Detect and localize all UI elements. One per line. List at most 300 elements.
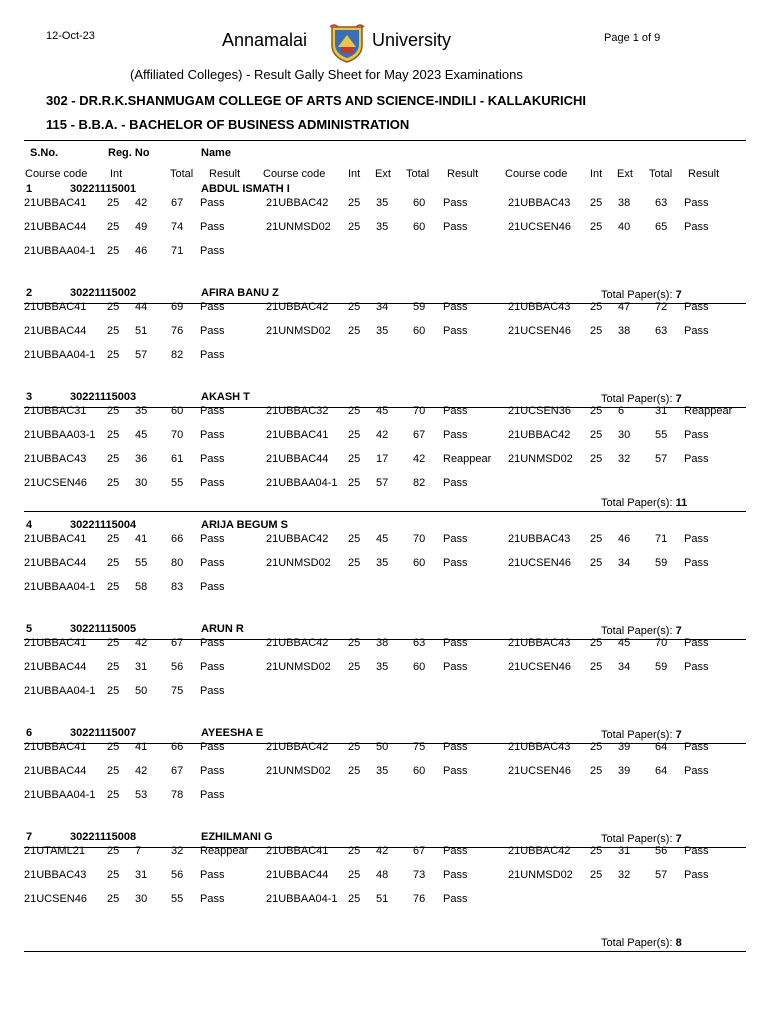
total-mark: 64: [655, 741, 668, 753]
result: Pass: [684, 765, 709, 777]
int-mark: 25: [107, 429, 120, 441]
course-code: 21UBBAA04-1: [24, 685, 96, 697]
university-name-right: University: [372, 30, 452, 50]
course-code: 21UBBAC41: [266, 845, 329, 857]
total-mark: 63: [413, 637, 426, 649]
course-code: 21UNMSD02: [266, 557, 331, 569]
result: Pass: [200, 429, 225, 441]
course-code: 21UBBAC41: [24, 197, 87, 209]
course-code: 21UBBAC31: [24, 405, 87, 417]
total-papers-label: Total Paper(s):: [601, 393, 673, 405]
int-mark: 25: [348, 301, 361, 313]
int-mark: 25: [107, 637, 120, 649]
course-code: 21UCSEN36: [508, 405, 571, 417]
course-row: [0, 429, 768, 443]
ext-mark: 38: [618, 197, 631, 209]
student-sno: 6: [26, 727, 33, 739]
result: Pass: [443, 765, 468, 777]
col-sno-header: S.No.: [30, 147, 59, 159]
col-result-header: Result: [209, 168, 241, 180]
int-mark: 25: [107, 741, 120, 753]
course-row: [0, 869, 768, 883]
total-mark: 78: [171, 789, 184, 801]
total-mark: 66: [171, 533, 184, 545]
course-code: 21UBBAC43: [24, 453, 87, 465]
result: Pass: [684, 221, 709, 233]
total-mark: 65: [655, 221, 668, 233]
ext-mark: 39: [618, 741, 631, 753]
course-row: [0, 197, 768, 211]
course-code: 21UNMSD02: [266, 221, 331, 233]
ext-mark: 41: [135, 741, 148, 753]
student-separator-rule: [24, 511, 746, 512]
result: Pass: [443, 197, 468, 209]
total-mark: 67: [171, 765, 184, 777]
int-mark: 25: [107, 477, 120, 489]
ext-mark: 34: [618, 557, 631, 569]
course-code: 21UBBAC44: [24, 325, 87, 337]
col-regno-header: Reg. No: [108, 147, 150, 159]
result: Reappear: [443, 453, 492, 465]
total-mark: 71: [171, 245, 184, 257]
course-code: 21UBBAC44: [24, 661, 87, 673]
result: Pass: [443, 405, 468, 417]
ext-mark: 55: [135, 557, 148, 569]
course-code: 21UBBAA03-1: [24, 429, 96, 441]
ext-mark: 53: [135, 789, 148, 801]
result: Pass: [200, 765, 225, 777]
course-row: [0, 685, 768, 699]
int-mark: 25: [348, 533, 361, 545]
result: Pass: [200, 221, 225, 233]
result: Pass: [200, 301, 225, 313]
course-code: 21UBBAC43: [508, 533, 571, 545]
course-code: 21UBBAC42: [266, 301, 329, 313]
int-mark: 25: [590, 429, 603, 441]
int-mark: 25: [107, 557, 120, 569]
total-mark: 76: [171, 325, 184, 337]
ext-mark: 38: [618, 325, 631, 337]
course-code: 21UCSEN46: [508, 765, 571, 777]
course-row: [0, 453, 768, 467]
total-mark: 74: [171, 221, 184, 233]
total-papers-value: 7: [675, 393, 682, 405]
col-ext-header-3: Ext: [617, 168, 633, 180]
total-papers-label: Total Paper(s):: [601, 289, 673, 301]
result: Pass: [443, 893, 468, 905]
result: Pass: [200, 453, 225, 465]
ext-mark: 31: [135, 869, 148, 881]
int-mark: 25: [107, 405, 120, 417]
int-mark: 25: [107, 845, 120, 857]
course-code: 21UNMSD02: [508, 869, 573, 881]
total-mark: 32: [171, 845, 184, 857]
student-name: EZHILMANI G: [201, 831, 273, 843]
result: Pass: [200, 245, 225, 257]
total-mark: 80: [171, 557, 184, 569]
total-mark: 76: [413, 893, 426, 905]
ext-mark: 30: [135, 893, 148, 905]
int-mark: 25: [348, 893, 361, 905]
result: Pass: [684, 637, 709, 649]
result: Pass: [443, 741, 468, 753]
ext-mark: 35: [376, 325, 389, 337]
student-name: ARUN R: [201, 623, 244, 635]
total-mark: 70: [413, 533, 426, 545]
student-name: AKASH T: [201, 391, 250, 403]
course-code: 21UBBAC43: [508, 197, 571, 209]
ext-mark: 32: [618, 453, 631, 465]
header-top-rule: [24, 140, 746, 141]
total-mark: 59: [413, 301, 426, 313]
result: Pass: [200, 557, 225, 569]
course-title: 115 - B.B.A. - BACHELOR OF BUSINESS ADMINISTRATION: [46, 117, 410, 132]
int-mark: 25: [107, 581, 120, 593]
course-code: 21UBBAC41: [24, 741, 87, 753]
total-mark: 66: [171, 741, 184, 753]
col-int-header-3: Int: [590, 168, 603, 180]
sheet-subtitle: (Affiliated Colleges) - Result Gally Sheet for May 2023 Examinations: [130, 67, 523, 82]
ext-mark: 41: [135, 533, 148, 545]
ext-mark: 7: [135, 845, 142, 857]
int-mark: 25: [348, 325, 361, 337]
ext-mark: 30: [135, 477, 148, 489]
result: Pass: [200, 869, 225, 881]
total-papers-label: Total Paper(s):: [601, 937, 673, 949]
int-mark: 25: [348, 221, 361, 233]
int-mark: 25: [107, 349, 120, 361]
result: Pass: [443, 477, 468, 489]
result: Pass: [443, 869, 468, 881]
ext-mark: 42: [135, 637, 148, 649]
course-code: 21UBBAC42: [508, 845, 571, 857]
ext-mark: 6: [618, 405, 625, 417]
total-mark: 70: [655, 637, 668, 649]
total-mark: 60: [413, 765, 426, 777]
ext-mark: 34: [618, 661, 631, 673]
int-mark: 25: [107, 325, 120, 337]
total-mark: 56: [171, 869, 184, 881]
result: Pass: [200, 637, 225, 649]
ext-mark: 50: [376, 741, 389, 753]
int-mark: 25: [590, 869, 603, 881]
col-course-code-header-2: Course code: [263, 168, 326, 180]
result: Pass: [684, 845, 709, 857]
total-mark: 42: [413, 453, 426, 465]
ext-mark: 39: [618, 765, 631, 777]
total-mark: 61: [171, 453, 184, 465]
ext-mark: 17: [376, 453, 389, 465]
student-reg-no: 30221115001: [70, 183, 137, 195]
course-code: 21UBBAA04-1: [266, 893, 338, 905]
course-code: 21UBBAC44: [266, 453, 329, 465]
result: Pass: [684, 429, 709, 441]
ext-mark: 44: [135, 301, 148, 313]
course-code: 21UBBAC44: [24, 765, 87, 777]
total-mark: 56: [171, 661, 184, 673]
course-row: [0, 301, 768, 315]
ext-mark: 57: [376, 477, 389, 489]
int-mark: 25: [107, 533, 120, 545]
course-code: 21UNMSD02: [266, 325, 331, 337]
int-mark: 25: [348, 405, 361, 417]
course-code: 21UBBAA04-1: [24, 581, 96, 593]
total-mark: 70: [171, 429, 184, 441]
ext-mark: 40: [618, 221, 631, 233]
course-row: [0, 741, 768, 755]
result: Pass: [200, 789, 225, 801]
int-mark: 25: [590, 221, 603, 233]
result: Pass: [443, 429, 468, 441]
total-papers-value: 11: [675, 497, 688, 509]
int-mark: 25: [348, 197, 361, 209]
total-mark: 67: [413, 429, 426, 441]
int-mark: 25: [348, 453, 361, 465]
total-mark: 71: [655, 533, 668, 545]
ext-mark: 45: [618, 637, 631, 649]
int-mark: 25: [590, 661, 603, 673]
course-code: 21UCSEN46: [508, 557, 571, 569]
int-mark: 25: [590, 301, 603, 313]
course-code: 21UNMSD02: [266, 765, 331, 777]
total-papers-value: 7: [675, 833, 682, 845]
student-header-line: [0, 831, 768, 845]
result: Reappear: [200, 845, 249, 857]
col-ext-header-2: Ext: [375, 168, 391, 180]
int-mark: 25: [107, 197, 120, 209]
result: Pass: [684, 741, 709, 753]
col-int-header: Int: [110, 168, 123, 180]
student-header-line: [0, 727, 768, 741]
ext-mark: 45: [376, 533, 389, 545]
int-mark: 25: [107, 245, 120, 257]
result: Pass: [443, 637, 468, 649]
total-mark: 60: [413, 221, 426, 233]
ext-mark: 49: [135, 221, 148, 233]
course-row: [0, 789, 768, 803]
student-name: ARIJA BEGUM S: [201, 519, 288, 531]
ext-mark: 42: [376, 429, 389, 441]
course-code: 21UBBAC44: [24, 557, 87, 569]
student-reg-no: 30221115002: [70, 287, 137, 299]
student-sno: 7: [26, 831, 33, 843]
total-mark: 82: [171, 349, 184, 361]
int-mark: 25: [590, 405, 603, 417]
ext-mark: 34: [376, 301, 389, 313]
course-code: 21UBBAA04-1: [24, 789, 96, 801]
result: Pass: [684, 197, 709, 209]
total-mark: 82: [413, 477, 426, 489]
total-mark: 31: [655, 405, 668, 417]
course-row: [0, 581, 768, 595]
course-code: 21UCSEN46: [508, 221, 571, 233]
course-row: [0, 893, 768, 907]
int-mark: 25: [107, 221, 120, 233]
result: Pass: [443, 325, 468, 337]
total-mark: 75: [171, 685, 184, 697]
ext-mark: 32: [618, 869, 631, 881]
result: Pass: [443, 221, 468, 233]
course-code: 21UBBAC43: [24, 869, 87, 881]
result: Pass: [200, 893, 225, 905]
int-mark: 25: [590, 741, 603, 753]
total-mark: 72: [655, 301, 668, 313]
int-mark: 25: [348, 869, 361, 881]
int-mark: 25: [348, 429, 361, 441]
result: Pass: [443, 533, 468, 545]
result: Pass: [684, 453, 709, 465]
total-mark: 70: [413, 405, 426, 417]
total-mark: 60: [171, 405, 184, 417]
int-mark: 25: [590, 845, 603, 857]
result: Pass: [684, 557, 709, 569]
course-code: 21UTAML21: [24, 845, 85, 857]
ext-mark: 46: [618, 533, 631, 545]
int-mark: 25: [348, 637, 361, 649]
ext-mark: 38: [376, 637, 389, 649]
total-mark: 67: [171, 197, 184, 209]
student-sno: 5: [26, 623, 33, 635]
result: Pass: [200, 477, 225, 489]
ext-mark: 30: [618, 429, 631, 441]
course-row: [0, 325, 768, 339]
ext-mark: 31: [135, 661, 148, 673]
col-course-code-header: Course code: [25, 168, 88, 180]
course-code: 21UCSEN46: [24, 893, 87, 905]
course-row: [0, 845, 768, 859]
col-result-header-2: Result: [447, 168, 479, 180]
int-mark: 25: [348, 765, 361, 777]
total-mark: 73: [413, 869, 426, 881]
course-code: 21UBBAC41: [24, 301, 87, 313]
course-row: [0, 533, 768, 547]
course-code: 21UBBAC44: [266, 869, 329, 881]
total-mark: 60: [413, 197, 426, 209]
student-name: AFIRA BANU Z: [201, 287, 279, 299]
col-total-header: Total: [170, 168, 194, 180]
result: Pass: [684, 533, 709, 545]
course-row: [0, 221, 768, 235]
int-mark: 25: [107, 789, 120, 801]
student-sno: 4: [26, 519, 33, 531]
course-code: 21UBBAC44: [24, 221, 87, 233]
int-mark: 25: [590, 453, 603, 465]
ext-mark: 35: [376, 661, 389, 673]
result: Pass: [200, 405, 225, 417]
ext-mark: 46: [135, 245, 148, 257]
total-papers-label: Total Paper(s):: [601, 833, 673, 845]
total-papers-value: 7: [675, 289, 682, 301]
total-mark: 55: [171, 893, 184, 905]
result: Pass: [684, 661, 709, 673]
result: Pass: [200, 197, 225, 209]
course-row: [0, 245, 768, 259]
course-row: [0, 557, 768, 571]
total-papers-value: 8: [675, 937, 682, 949]
total-mark: 56: [655, 845, 668, 857]
total-papers-value: 7: [675, 625, 682, 637]
total-mark: 63: [655, 325, 668, 337]
int-mark: 25: [107, 765, 120, 777]
total-mark: 59: [655, 661, 668, 673]
course-code: 21UCSEN46: [508, 661, 571, 673]
col-name-header: Name: [201, 147, 231, 159]
ext-mark: 48: [376, 869, 389, 881]
course-row: [0, 349, 768, 363]
result: Pass: [443, 557, 468, 569]
course-code: 21UBBAC42: [266, 533, 329, 545]
course-code: 21UCSEN46: [508, 325, 571, 337]
student-sno: 1: [26, 183, 33, 195]
total-mark: 59: [655, 557, 668, 569]
student-reg-no: 30221115003: [70, 391, 137, 403]
ext-mark: 36: [135, 453, 148, 465]
result: Pass: [443, 301, 468, 313]
result: Pass: [684, 325, 709, 337]
int-mark: 25: [348, 845, 361, 857]
course-code: 21UBBAC41: [24, 637, 87, 649]
ext-mark: 51: [376, 893, 389, 905]
total-mark: 67: [171, 637, 184, 649]
result: Pass: [200, 741, 225, 753]
int-mark: 25: [590, 637, 603, 649]
int-mark: 25: [107, 893, 120, 905]
student-header-line: [0, 287, 768, 301]
course-code: 21UBBAC43: [508, 637, 571, 649]
total-mark: 69: [171, 301, 184, 313]
course-row: [0, 661, 768, 675]
total-mark: 60: [413, 325, 426, 337]
result: Pass: [684, 301, 709, 313]
total-papers-label: Total Paper(s):: [601, 729, 673, 741]
ext-mark: 35: [376, 221, 389, 233]
col-total-header-3: Total: [649, 168, 673, 180]
course-code: 21UBBAA04-1: [24, 245, 96, 257]
total-papers-value: 7: [675, 729, 682, 741]
int-mark: 25: [590, 557, 603, 569]
int-mark: 25: [107, 685, 120, 697]
ext-mark: 35: [376, 197, 389, 209]
result: Pass: [684, 869, 709, 881]
ext-mark: 35: [135, 405, 148, 417]
student-separator-rule: [24, 951, 746, 952]
student-reg-no: 30221115005: [70, 623, 137, 635]
course-code: 21UNMSD02: [508, 453, 573, 465]
course-code: 21UBBAC42: [266, 741, 329, 753]
ext-mark: 45: [135, 429, 148, 441]
course-code: 21UBBAC42: [266, 637, 329, 649]
result: Pass: [200, 685, 225, 697]
print-date: 12-Oct-23: [46, 30, 95, 42]
result: Pass: [443, 845, 468, 857]
course-code: 21UBBAC43: [508, 301, 571, 313]
university-name-left: Annamalai: [222, 30, 308, 50]
ext-mark: 42: [135, 197, 148, 209]
result: Pass: [200, 325, 225, 337]
int-mark: 25: [590, 197, 603, 209]
result: Pass: [200, 349, 225, 361]
student-header-line: [0, 391, 768, 405]
int-mark: 25: [107, 301, 120, 313]
total-mark: 60: [413, 557, 426, 569]
student-reg-no: 30221115007: [70, 727, 137, 739]
total-mark: 57: [655, 453, 668, 465]
student-reg-no: 30221115008: [70, 831, 137, 843]
student-header-line: [0, 623, 768, 637]
int-mark: 25: [348, 557, 361, 569]
int-mark: 25: [348, 661, 361, 673]
course-code: 21UBBAA04-1: [24, 349, 96, 361]
